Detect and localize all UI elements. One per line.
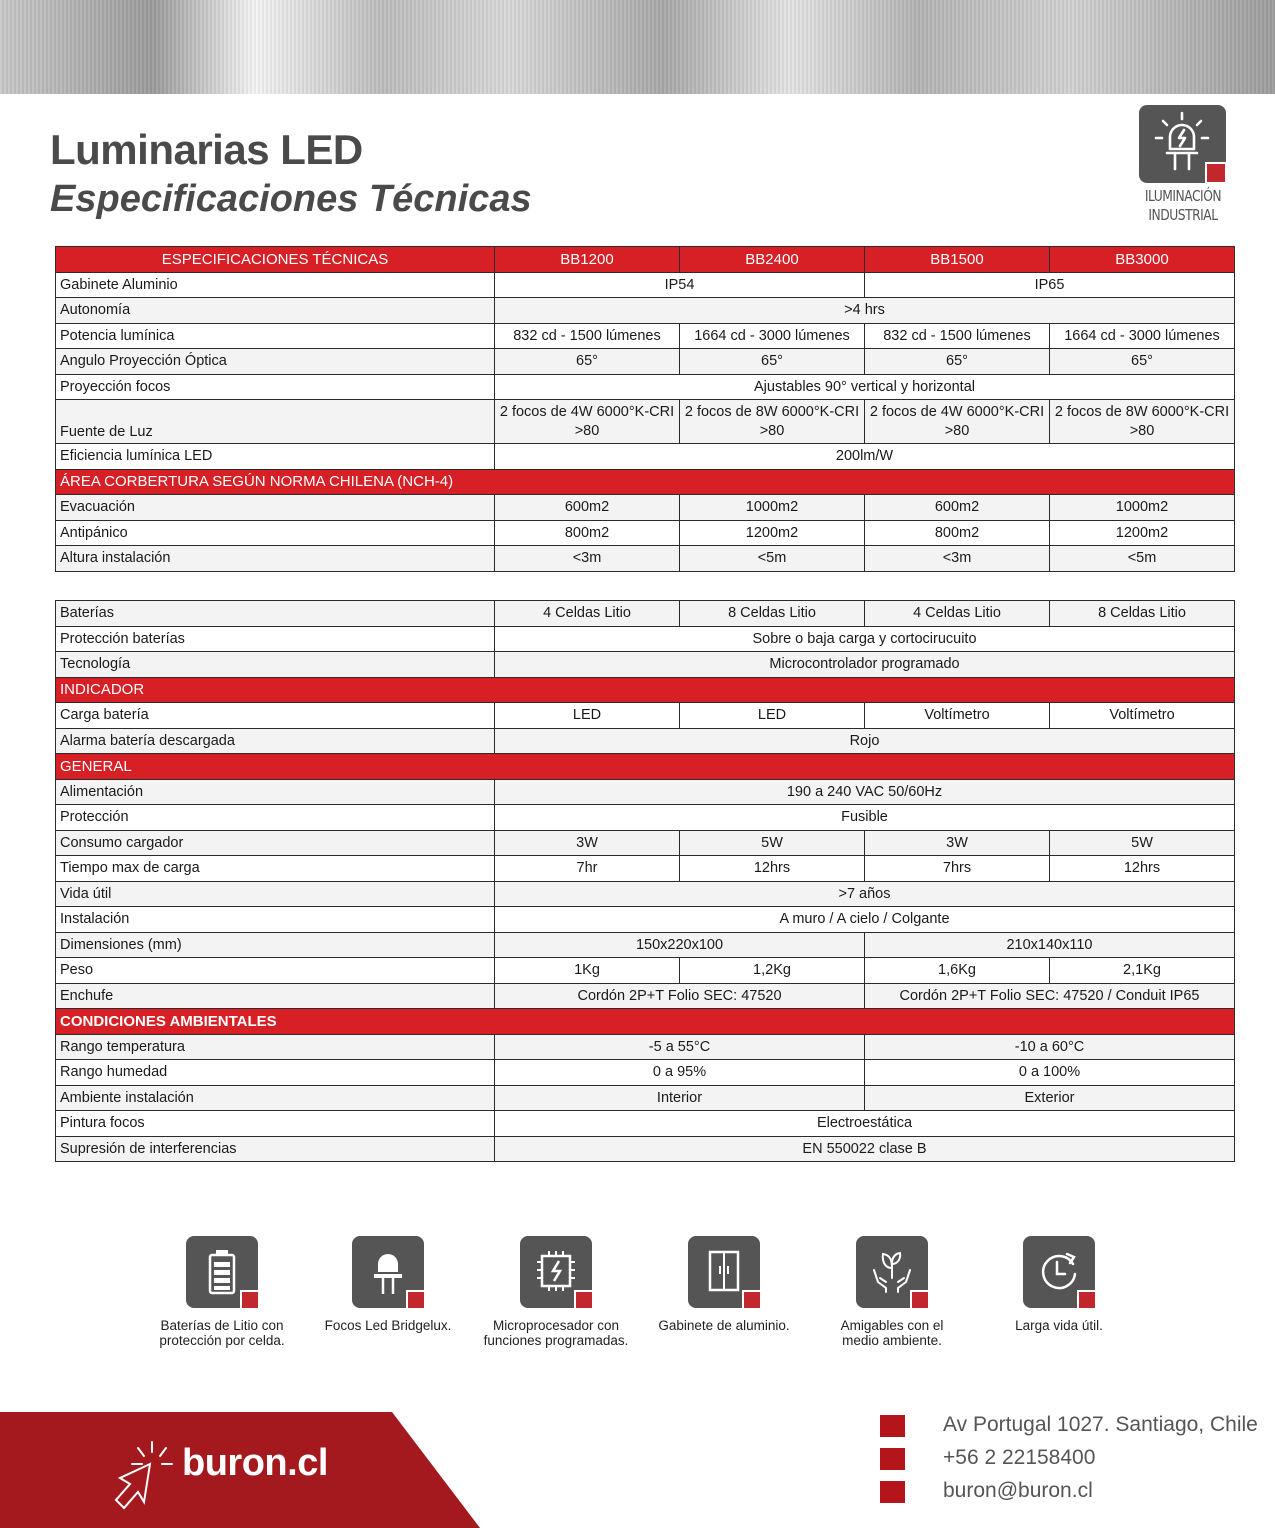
feature-accent-square	[1077, 1290, 1097, 1310]
row-label: Autonomía	[56, 298, 495, 324]
section-title: INDICADOR	[56, 677, 1235, 703]
cell-value: 4 Celdas Litio	[495, 601, 680, 627]
cell-value: 7hrs	[865, 856, 1050, 882]
feature-item-lifespan	[974, 1236, 1144, 1333]
row-label: Eficiencia lumínica LED	[56, 444, 495, 470]
cell-value: 1664 cd - 3000 lúmenes	[680, 323, 865, 349]
caption-line: funciones programadas.	[483, 1333, 629, 1348]
table-row	[56, 1060, 1235, 1086]
table-row	[56, 520, 1235, 546]
row-label: Altura instalación	[56, 546, 495, 572]
table-row	[56, 652, 1235, 678]
table-row	[56, 1111, 1235, 1137]
caption-line: Baterías de Litio con	[160, 1318, 284, 1333]
feature-item-led	[303, 1236, 473, 1333]
cell-value: 600m2	[865, 495, 1050, 521]
cell-value: 2 focos de 8W 6000°K-CRI >80	[1050, 400, 1235, 444]
cell-value: Rojo	[495, 728, 1235, 754]
row-label: Rango humedad	[56, 1060, 495, 1086]
cell-value: A muro / A cielo / Colgante	[495, 907, 1235, 933]
table-row	[56, 907, 1235, 933]
cell-value: 832 cd - 1500 lúmenes	[495, 323, 680, 349]
microprocessor-icon	[534, 1248, 578, 1296]
feature-accent-square	[240, 1290, 260, 1310]
row-label: Alimentación	[56, 779, 495, 805]
page-title: Luminarias LED	[50, 126, 363, 173]
cell-value: -5 a 55°C	[495, 1034, 865, 1060]
light-bulb-icon	[1153, 111, 1211, 177]
table-row	[56, 703, 1235, 729]
cell-value: Interior	[495, 1085, 865, 1111]
phone-text[interactable]: +56 2 22158400	[943, 1446, 1096, 1469]
address-text: Av Portugal 1027. Santiago, Chile	[943, 1413, 1258, 1436]
cell-value: 65°	[495, 349, 680, 375]
feature-item-eco	[807, 1236, 977, 1348]
cell-value: 1200m2	[1050, 520, 1235, 546]
row-label: Tiempo max de carga	[56, 856, 495, 882]
cell-value: 1,6Kg	[865, 958, 1050, 984]
battery-icon	[200, 1248, 244, 1296]
table-row	[56, 805, 1235, 831]
cell-value: 8 Celdas Litio	[1050, 601, 1235, 627]
cell-value: 0 a 100%	[865, 1060, 1235, 1086]
cell-value: 600m2	[495, 495, 680, 521]
caption-line: medio ambiente.	[842, 1333, 942, 1348]
caption-line: protección por celda.	[159, 1333, 285, 1348]
clock-icon	[1037, 1248, 1081, 1296]
column-header-model: BB3000	[1050, 247, 1235, 273]
badge-accent-square	[1205, 162, 1227, 184]
cell-value: Fusible	[495, 805, 1235, 831]
table-row	[56, 323, 1235, 349]
feature-icon-tile	[688, 1236, 760, 1308]
cell-value: 200lm/W	[495, 444, 1235, 470]
table-row	[56, 298, 1235, 324]
row-label: Dimensiones (mm)	[56, 932, 495, 958]
table-row	[56, 546, 1235, 572]
feature-accent-square	[910, 1290, 930, 1310]
cell-value: Voltímetro	[1050, 703, 1235, 729]
section-title: CONDICIONES AMBIENTALES	[56, 1009, 1235, 1035]
row-label: Supresión de interferencias	[56, 1136, 495, 1162]
cursor-click-icon	[110, 1438, 180, 1514]
cell-value: Electroestática	[495, 1111, 1235, 1137]
cell-value: 0 a 95%	[495, 1060, 865, 1086]
cell-value: 2 focos de 8W 6000°K-CRI >80	[680, 400, 865, 444]
table-row	[56, 444, 1235, 470]
feature-accent-square	[574, 1290, 594, 1310]
section-header-row	[56, 754, 1235, 780]
row-label: Potencia lumínica	[56, 323, 495, 349]
category-badge	[1139, 105, 1226, 183]
cell-value: 210x140x110	[865, 932, 1235, 958]
cell-value: 800m2	[495, 520, 680, 546]
cell-value: Microcontrolador programado	[495, 652, 1235, 678]
cell-value: 1,2Kg	[680, 958, 865, 984]
row-label: Instalación	[56, 907, 495, 933]
table-row	[56, 601, 1235, 627]
cell-value: 4 Celdas Litio	[865, 601, 1050, 627]
cabinet-icon	[702, 1248, 746, 1296]
table-row	[56, 374, 1235, 400]
table-row	[56, 400, 1235, 444]
cell-value: Sobre o baja carga y cortocirucuito	[495, 626, 1235, 652]
row-label: Baterías	[56, 601, 495, 627]
cell-value: 65°	[1050, 349, 1235, 375]
row-label: Antipánico	[56, 520, 495, 546]
cell-value: 2 focos de 4W 6000°K-CRI >80	[865, 400, 1050, 444]
table-row	[56, 983, 1235, 1009]
cell-value: <3m	[865, 546, 1050, 572]
cell-value: 7hr	[495, 856, 680, 882]
cell-value: Ajustables 90° vertical y horizontal	[495, 374, 1235, 400]
table-row	[56, 932, 1235, 958]
cell-value: IP54	[495, 272, 865, 298]
badge-label-line2: INDUSTRIAL	[1148, 206, 1218, 224]
feature-icon-tile	[1023, 1236, 1095, 1308]
cell-value: 3W	[495, 830, 680, 856]
cell-value: 1000m2	[680, 495, 865, 521]
cell-value: >7 años	[495, 881, 1235, 907]
section-title: ÁREA CORBERTURA SEGÚN NORMA CHILENA (NCH-4)	[56, 469, 1235, 495]
caption-line: Gabinete de aluminio.	[658, 1318, 790, 1333]
row-label: Gabinete Aluminio	[56, 272, 495, 298]
feature-caption	[471, 1318, 641, 1348]
feature-item-microprocessor	[471, 1236, 641, 1348]
feature-item-batteries	[137, 1236, 307, 1348]
cell-value: 2 focos de 4W 6000°K-CRI >80	[495, 400, 680, 444]
table-header-row	[56, 247, 1235, 273]
cell-value: 800m2	[865, 520, 1050, 546]
row-label: Carga batería	[56, 703, 495, 729]
cell-value: 5W	[1050, 830, 1235, 856]
cell-value: Voltímetro	[865, 703, 1050, 729]
table-row	[56, 495, 1235, 521]
cell-value: LED	[495, 703, 680, 729]
table-row	[56, 349, 1235, 375]
table-row	[56, 856, 1235, 882]
caption-line: Larga vida útil.	[1015, 1318, 1103, 1333]
caption-line: Microprocesador con	[492, 1318, 620, 1333]
cell-value: 1200m2	[680, 520, 865, 546]
feature-caption	[807, 1318, 977, 1348]
cell-value: 150x220x100	[495, 932, 865, 958]
eco-hands-icon	[870, 1248, 914, 1296]
cell-value: IP65	[865, 272, 1235, 298]
cell-value: >4 hrs	[495, 298, 1235, 324]
cell-value: <5m	[680, 546, 865, 572]
spec-table-main	[55, 246, 1235, 572]
section-header-row	[56, 1009, 1235, 1035]
cell-value: 8 Celdas Litio	[680, 601, 865, 627]
feature-caption	[303, 1318, 473, 1333]
cell-value: 12hrs	[1050, 856, 1235, 882]
row-label: Proyección focos	[56, 374, 495, 400]
section-header-row	[56, 469, 1235, 495]
feature-item-cabinet	[639, 1236, 809, 1333]
feature-caption	[974, 1318, 1144, 1333]
cell-value: 1000m2	[1050, 495, 1235, 521]
cell-value: 2,1Kg	[1050, 958, 1235, 984]
row-label: Ambiente instalación	[56, 1085, 495, 1111]
caption-line: Amigables con el	[840, 1318, 944, 1333]
cell-value: Cordón 2P+T Folio SEC: 47520 / Conduit IP65	[865, 983, 1235, 1009]
table-row	[56, 830, 1235, 856]
cell-value: 1Kg	[495, 958, 680, 984]
column-header-model: BB1200	[495, 247, 680, 273]
table-row	[56, 1085, 1235, 1111]
page-subtitle: Especificaciones Técnicas	[50, 178, 532, 220]
table-row	[56, 881, 1235, 907]
row-label: Vida útil	[56, 881, 495, 907]
brand-name: buron.cl	[182, 1442, 328, 1484]
feature-accent-square	[406, 1290, 426, 1310]
category-badge-label	[1131, 187, 1234, 225]
row-label: Alarma batería descargada	[56, 728, 495, 754]
table-row	[56, 1136, 1235, 1162]
spec-table-secondary	[55, 600, 1235, 1162]
table-row	[56, 728, 1235, 754]
feature-icon-tile	[856, 1236, 928, 1308]
brand-logo[interactable]	[110, 1438, 328, 1519]
cell-value: 12hrs	[680, 856, 865, 882]
cell-value: -10 a 60°C	[865, 1034, 1235, 1060]
contact-bullet	[880, 1448, 905, 1470]
row-label: Angulo Proyección Óptica	[56, 349, 495, 375]
row-label: Fuente de Luz	[56, 400, 495, 444]
feature-icon-tile	[520, 1236, 592, 1308]
row-label: Tecnología	[56, 652, 495, 678]
contact-bullet	[880, 1415, 905, 1437]
feature-icon-tile	[352, 1236, 424, 1308]
feature-accent-square	[742, 1290, 762, 1310]
cell-value: <3m	[495, 546, 680, 572]
cell-value: EN 550022 clase B	[495, 1136, 1235, 1162]
row-label: Rango temperatura	[56, 1034, 495, 1060]
led-bulb-icon	[366, 1248, 410, 1296]
row-label: Enchufe	[56, 983, 495, 1009]
cell-value: 832 cd - 1500 lúmenes	[865, 323, 1050, 349]
table-row	[56, 272, 1235, 298]
table-row	[56, 779, 1235, 805]
feature-icon-tile	[186, 1236, 258, 1308]
badge-label-line1: ILUMINACIÓN	[1144, 187, 1222, 205]
cell-value: 1664 cd - 3000 lúmenes	[1050, 323, 1235, 349]
section-title: GENERAL	[56, 754, 1235, 780]
header-metallic-band	[0, 0, 1275, 94]
feature-caption	[137, 1318, 307, 1348]
cell-value: <5m	[1050, 546, 1235, 572]
cell-value: LED	[680, 703, 865, 729]
row-label: Peso	[56, 958, 495, 984]
section-header-row	[56, 677, 1235, 703]
column-header-model: BB1500	[865, 247, 1050, 273]
column-header: ESPECIFICACIONES TÉCNICAS	[56, 247, 495, 273]
cell-value: 65°	[680, 349, 865, 375]
table-row	[56, 1034, 1235, 1060]
email-text[interactable]: buron@buron.cl	[943, 1479, 1093, 1502]
column-header-model: BB2400	[680, 247, 865, 273]
caption-line: Focos Led Bridgelux.	[324, 1318, 452, 1333]
cell-value: Exterior	[865, 1085, 1235, 1111]
cell-value: 5W	[680, 830, 865, 856]
cell-value: Cordón 2P+T Folio SEC: 47520	[495, 983, 865, 1009]
row-label: Consumo cargador	[56, 830, 495, 856]
feature-caption	[639, 1318, 809, 1333]
table-row	[56, 958, 1235, 984]
cell-value: 190 a 240 VAC 50/60Hz	[495, 779, 1235, 805]
contact-bullet	[880, 1481, 905, 1503]
cell-value: 65°	[865, 349, 1050, 375]
row-label: Protección baterías	[56, 626, 495, 652]
row-label: Evacuación	[56, 495, 495, 521]
row-label: Protección	[56, 805, 495, 831]
cell-value: 3W	[865, 830, 1050, 856]
row-label: Pintura focos	[56, 1111, 495, 1137]
table-row	[56, 626, 1235, 652]
